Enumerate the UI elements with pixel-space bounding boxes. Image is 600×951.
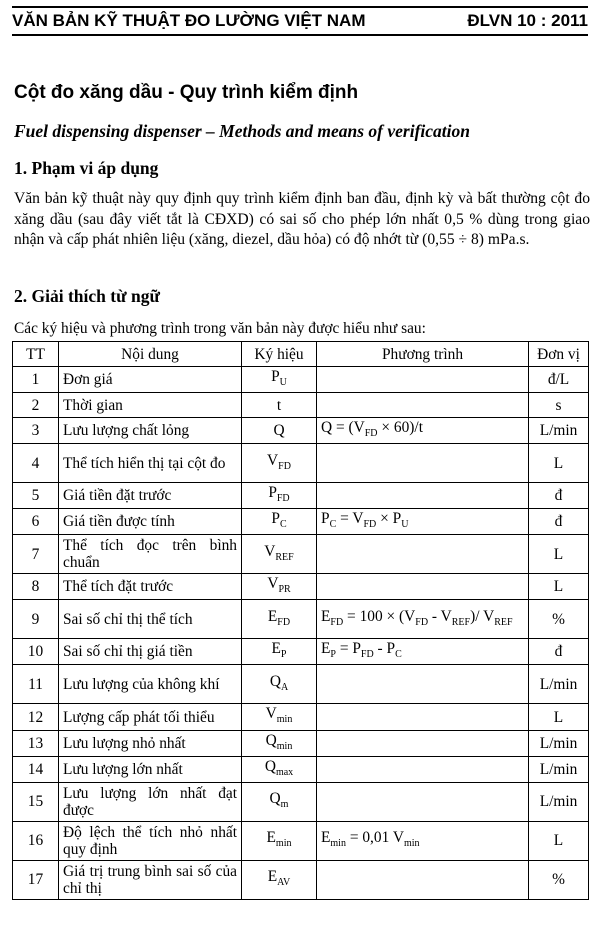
- section-2-intro: Các ký hiệu và phương trình trong văn bản này được hiểu như sau:: [14, 320, 426, 337]
- symbol-main: P: [271, 368, 280, 385]
- row-number: 3: [13, 418, 59, 444]
- symbol-main: P: [271, 510, 280, 528]
- row-symbol: [242, 821, 317, 860]
- equation-text: = V: [336, 510, 364, 528]
- row-unit: L/min: [529, 730, 589, 756]
- section-2-heading: 2. Giải thích từ ngữ: [14, 286, 160, 306]
- header-title: VĂN BẢN KỸ THUẬT ĐO LƯỜNG VIỆT NAM: [12, 11, 366, 30]
- symbol-subscript: FD: [278, 460, 291, 472]
- equation-text: = 100 × (V: [343, 607, 416, 625]
- row-content: Lưu lượng lớn nhất: [59, 756, 242, 782]
- row-unit: L/min: [529, 418, 589, 444]
- table-row: [13, 444, 589, 483]
- row-symbol: [242, 483, 317, 509]
- symbols-table: [12, 341, 589, 900]
- row-symbol: [242, 665, 317, 704]
- symbol-subscript: min: [276, 740, 293, 752]
- row-equation: [317, 756, 529, 782]
- row-equation: [317, 393, 529, 418]
- table-row: [13, 535, 589, 574]
- row-number: 7: [13, 535, 59, 574]
- row-content: Giá trị trung bình sai số của chỉ thị: [59, 860, 242, 899]
- symbol-main: Q: [273, 422, 285, 440]
- table-row: [13, 860, 589, 899]
- equation-subscript: REF: [451, 616, 471, 628]
- row-unit: đ: [529, 509, 589, 535]
- row-content: Lưu lượng chất lỏng: [59, 418, 242, 444]
- row-content: Đơn giá: [59, 367, 242, 393]
- symbol-main: Q: [269, 790, 281, 808]
- symbol-main: t: [276, 396, 282, 414]
- row-unit: L/min: [529, 665, 589, 704]
- table-row: [13, 821, 589, 860]
- symbol-subscript: min: [276, 714, 293, 726]
- row-number: 9: [13, 600, 59, 639]
- section-1-heading: 1. Phạm vi áp dụng: [14, 158, 159, 178]
- row-number: 14: [13, 756, 59, 782]
- header-unit: Đơn vị: [529, 342, 589, 367]
- equation-text: × P: [376, 510, 402, 528]
- symbol-main: E: [267, 607, 278, 625]
- row-number: 10: [13, 639, 59, 665]
- symbol-main: E: [266, 829, 276, 847]
- row-content: Lưu lượng của không khí: [59, 665, 242, 704]
- symbol-subscript: AV: [277, 877, 291, 889]
- symbol-main: Q: [264, 757, 276, 775]
- equation-subscript: FD: [330, 616, 344, 628]
- equation-text: )/ V: [470, 607, 495, 625]
- header-tt: TT: [13, 342, 59, 367]
- row-equation: [317, 600, 529, 639]
- symbol-main: V: [267, 451, 279, 469]
- document-subtitle: Fuel dispensing dispenser – Methods and means of verification: [14, 121, 471, 141]
- equation-subscript: FD: [415, 616, 429, 628]
- equation-subscript: C: [395, 649, 402, 661]
- row-unit: đ: [529, 483, 589, 509]
- row-symbol: [242, 535, 317, 574]
- row-number: 15: [13, 782, 59, 821]
- row-unit: L: [529, 444, 589, 483]
- row-symbol: [242, 600, 317, 639]
- row-unit: L: [529, 704, 589, 730]
- symbol-main: E: [267, 868, 278, 886]
- symbol-subscript: min: [275, 838, 292, 850]
- equation-text: - P: [373, 640, 396, 658]
- row-content: Thể tích hiển thị tại cột đo: [59, 444, 242, 483]
- symbol-subscript: A: [280, 682, 289, 693]
- row-number: 16: [13, 821, 59, 860]
- row-equation: [317, 574, 529, 600]
- row-number: 17: [13, 860, 59, 899]
- equation-subscript: FD: [364, 428, 378, 440]
- row-number: 2: [13, 393, 59, 418]
- symbol-main: P: [268, 484, 277, 502]
- symbol-subscript: REF: [275, 551, 294, 563]
- row-content: Thời gian: [59, 393, 242, 418]
- equation-text: E: [321, 829, 331, 847]
- row-number: 13: [13, 730, 59, 756]
- table-row: [13, 756, 589, 782]
- equation-subscript: P: [330, 649, 336, 661]
- table-row: [13, 367, 589, 393]
- symbol-subscript: m: [280, 799, 289, 811]
- table-row: [13, 418, 589, 444]
- table-row: [13, 600, 589, 639]
- row-equation: [317, 730, 529, 756]
- table-row: [13, 665, 589, 704]
- table-row: [13, 393, 589, 418]
- equation-text: = P: [335, 640, 361, 658]
- row-symbol: [242, 860, 317, 899]
- table-row: [13, 704, 589, 730]
- row-equation: [317, 535, 529, 574]
- equation-subscript: REF: [494, 616, 513, 628]
- header-code: ĐLVN 10 : 2011: [467, 11, 588, 30]
- row-symbol: [242, 367, 317, 393]
- row-unit: đ: [529, 639, 589, 665]
- row-content: Lưu lượng lớn nhất đạt được: [59, 782, 242, 821]
- table-body: [13, 367, 589, 900]
- row-unit: s: [529, 393, 589, 418]
- equation-subscript: FD: [360, 649, 374, 661]
- table-row: [13, 782, 589, 821]
- row-unit: L: [529, 535, 589, 574]
- row-number: 1: [13, 367, 59, 393]
- symbol-subscript: max: [275, 766, 294, 778]
- symbol-main: V: [264, 542, 276, 560]
- row-symbol: [242, 704, 317, 730]
- header-symbol: Ký hiệu: [242, 342, 317, 367]
- table-row: [13, 730, 589, 756]
- row-content: Giá tiền được tính: [59, 509, 242, 535]
- row-content: Giá tiền đặt trước: [59, 483, 242, 509]
- equation-subscript: min: [330, 838, 346, 850]
- row-content: Sai số chỉ thị thể tích: [59, 600, 242, 639]
- row-equation: [317, 782, 529, 821]
- row-symbol: [242, 444, 317, 483]
- row-content: Lượng cấp phát tối thiểu: [59, 704, 242, 730]
- equation-subscript: min: [403, 838, 420, 850]
- row-unit: L: [529, 574, 589, 600]
- document-title: Cột đo xăng dầu - Quy trình kiểm định: [14, 82, 359, 103]
- row-equation: [317, 418, 529, 444]
- row-unit: L/min: [529, 782, 589, 821]
- row-unit: L/min: [529, 756, 589, 782]
- symbol-subscript: U: [279, 377, 287, 389]
- row-unit: %: [529, 860, 589, 899]
- row-equation: [317, 860, 529, 899]
- equation-text: × 60)/t: [377, 419, 423, 437]
- row-symbol: [242, 574, 317, 600]
- table-row: [13, 483, 589, 509]
- row-equation: [317, 639, 529, 665]
- symbol-subscript: FD: [276, 493, 290, 505]
- row-symbol: [242, 418, 317, 444]
- row-number: 4: [13, 444, 59, 483]
- row-number: 6: [13, 509, 59, 535]
- row-number: 5: [13, 483, 59, 509]
- row-number: 8: [13, 574, 59, 600]
- table-header-row: [13, 342, 589, 367]
- table-row: [13, 639, 589, 665]
- symbol-subscript: C: [279, 519, 287, 531]
- row-symbol: [242, 756, 317, 782]
- equation-subscript: U: [401, 519, 409, 531]
- equation-subscript: FD: [363, 519, 377, 531]
- row-number: 12: [13, 704, 59, 730]
- row-content: Lưu lượng nhỏ nhất: [59, 730, 242, 756]
- symbol-main: E: [271, 640, 281, 658]
- row-equation: [317, 509, 529, 535]
- header-equation: Phương trình: [317, 342, 529, 367]
- row-equation: [317, 821, 529, 860]
- row-equation: [317, 665, 529, 704]
- table-row: [13, 509, 589, 535]
- equation-subscript: C: [329, 519, 337, 531]
- row-unit: L: [529, 821, 589, 860]
- table-row: [13, 574, 589, 600]
- symbol-main: Q: [265, 731, 277, 749]
- equation-text: Q = (V: [321, 419, 365, 437]
- symbol-main: V: [265, 705, 277, 723]
- symbol-subscript: PR: [278, 584, 291, 596]
- equation-text: = 0,01 V: [345, 829, 404, 847]
- row-symbol: [242, 509, 317, 535]
- equation-text: E: [321, 607, 331, 625]
- row-content: Thể tích đọc trên bình chuẩn: [59, 535, 242, 574]
- symbol-subscript: P: [280, 649, 287, 661]
- row-number: 11: [13, 665, 59, 704]
- symbol-subscript: FD: [277, 616, 291, 628]
- symbol-main: Q: [269, 672, 281, 690]
- row-symbol: [242, 393, 317, 418]
- equation-text: - V: [428, 607, 452, 625]
- header-content: Nội dung: [59, 342, 242, 367]
- row-symbol: [242, 730, 317, 756]
- row-equation: [317, 444, 529, 483]
- row-equation: [317, 483, 529, 509]
- equation-text: P: [321, 510, 330, 528]
- row-unit: đ/L: [529, 367, 589, 393]
- row-symbol: [242, 782, 317, 821]
- row-content: Sai số chỉ thị giá tiền: [59, 639, 242, 665]
- row-unit: %: [529, 600, 589, 639]
- row-equation: [317, 367, 529, 393]
- document-header: [12, 6, 588, 36]
- row-equation: [317, 704, 529, 730]
- symbol-main: V: [267, 575, 279, 593]
- section-1-text: Văn bản kỹ thuật này quy định quy trình kiểm định ban đầu, định kỳ và bất thường cột đo xăng dầu (sau đây viết tắt là CĐXD) có sai số cho phép lớn nhất 0,5 % dùng trong giao nhận và cấp phát nhiên liệu (xăng, diezel, dầu hỏa) có độ nhớt từ (0,55 ÷ 8) mPa.s.: [14, 190, 590, 248]
- equation-text: E: [321, 640, 331, 658]
- row-symbol: [242, 639, 317, 665]
- row-content: Độ lệch thể tích nhỏ nhất quy định: [59, 821, 242, 860]
- row-content: Thể tích đặt trước: [59, 574, 242, 600]
